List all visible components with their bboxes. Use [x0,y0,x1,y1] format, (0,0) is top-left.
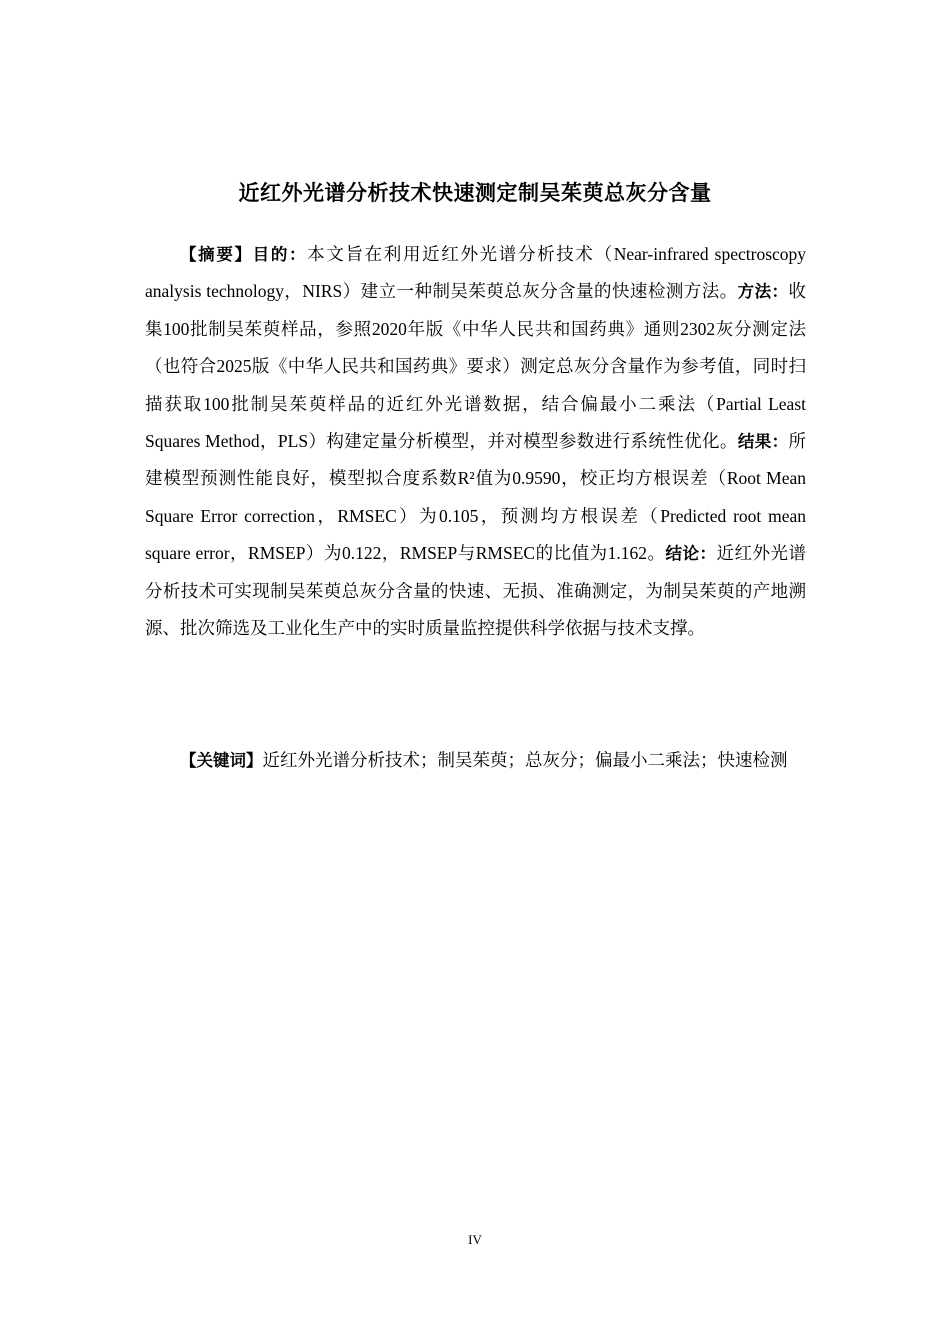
conclusion-text: 近红外光谱分析技术可实现制吴茱萸总灰分含量的快速、无损、准确测定，为制吴茱萸的产地溯源、批次筛选及工业化生产中的实时质量监控提供科学依据与技术支撑。 [145,543,806,639]
keywords-paragraph [145,747,806,774]
abstract-label: 【摘要】 [180,245,253,264]
results-label: 结果： [737,432,789,452]
page-number: IV [468,1232,482,1247]
methods-text: 收集100批制吴茱萸样品，参照2020年版《中华人民共和国药典》通则2302灰分测定法（也符合2025版《中华人民共和国药典》要求）测定总灰分含量作为参考值，同时扫描获取100批制吴茱萸样品的近红外光谱数据，结合偏最小二乘法（Partial Least Squares Method，PLS）构建定量分析模型，并对模型参数进行系统性优化。 [145,281,806,452]
conclusion-label: 结论： [665,544,717,564]
keywords-text: 近红外光谱分析技术；制吴茱萸；总灰分；偏最小二乘法；快速检测 [262,750,788,770]
document-title: 近红外光谱分析技术快速测定制吴茱萸总灰分含量 [238,181,712,205]
results-text: 所建模型预测性能良好，模型拟合度系数R²值为0.9590，校正均方根误差（Root Mean Square Error correction，RMSEC）为0.105，预测均方根误差（Predicted root mean square error，RMSEP）为0.122，RMSEP与RMSEC的比值为1.162。 [145,431,807,564]
objective-label: 目的： [252,245,308,264]
abstract-paragraph [145,236,806,647]
objective-text: 本文旨在利用近红外光谱分析技术（Near-infrared spectroscopy analysis technology，NIRS）建立一种制吴茱萸总灰分含量的快速检测方法。 [145,244,807,302]
methods-label: 方法： [737,282,789,302]
keywords-label: 【关键词】 [180,751,263,770]
